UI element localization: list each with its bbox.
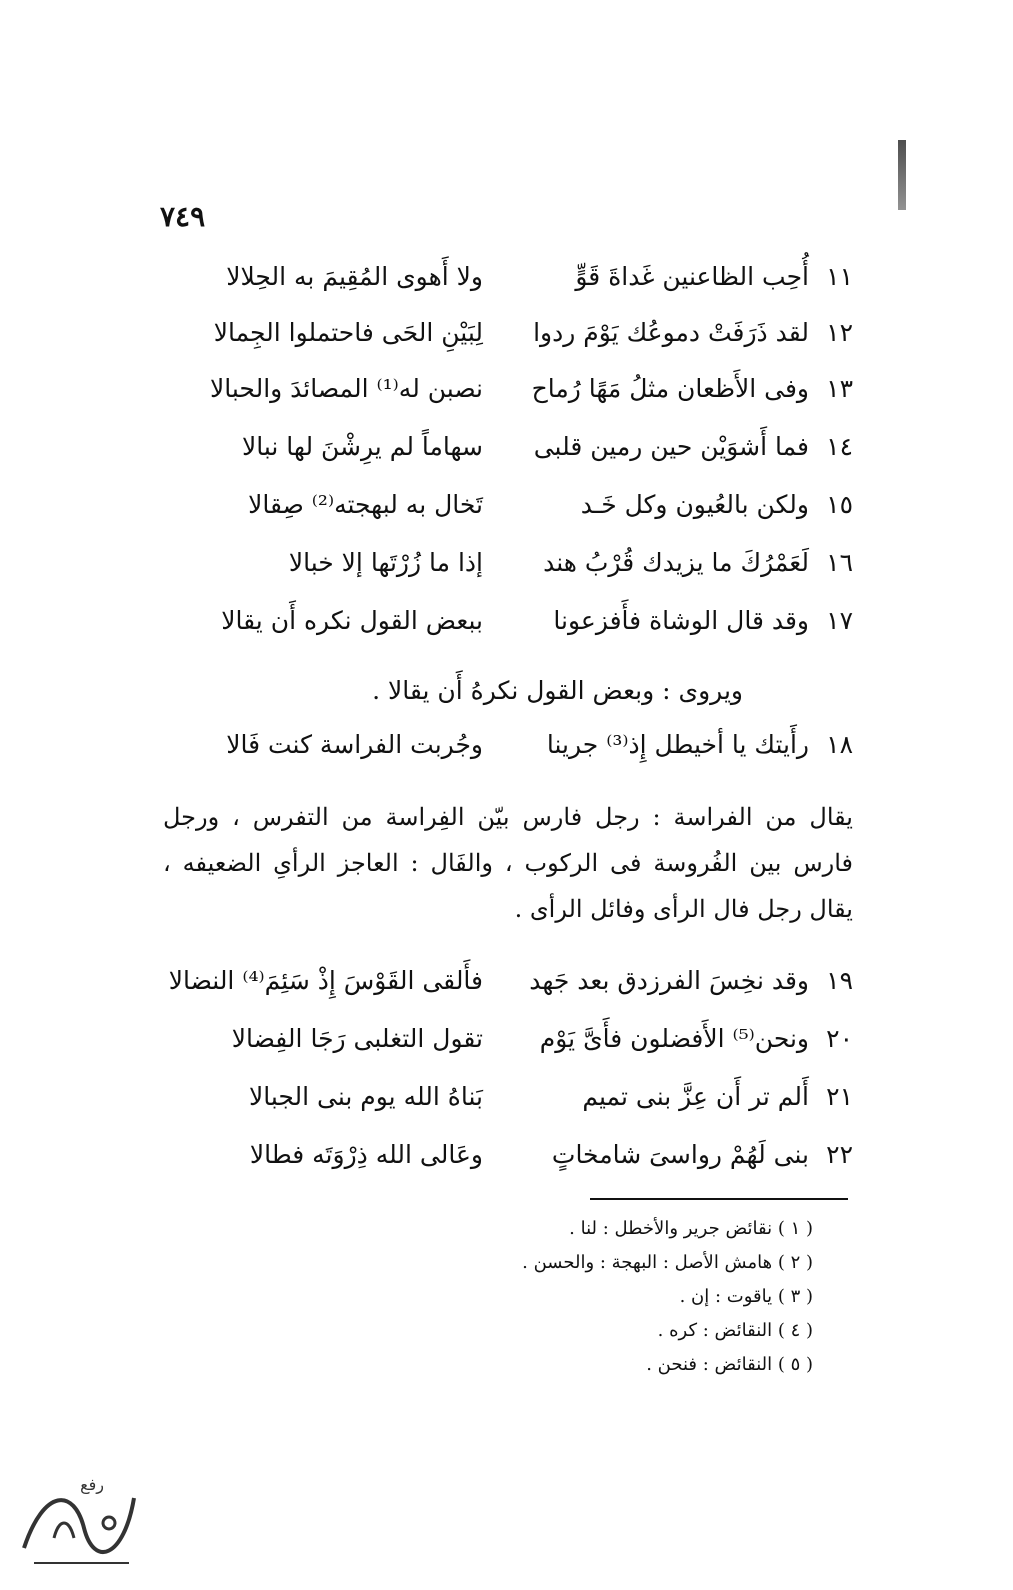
verse-first-hemistich: وفى الأَظعان مثلُ مَهًا رُماح [531, 374, 809, 403]
footnote-item: ( ٢ ) هامش الأصل : البهجة : والحسن . [522, 1252, 813, 1273]
verse-number: ٢١ [826, 1082, 853, 1111]
verse-second-hemistich: تَخال به لبهجته⁽²⁾ صِقالا [248, 490, 483, 519]
footnote-item: ( ٤ ) النقائض : كره . [657, 1320, 813, 1341]
verse-number: ١٨ [826, 730, 853, 759]
verse-first-hemistich: ولكن بالعُيون وكل خَـد [580, 490, 809, 519]
verse-second-hemistich: إذا ما زُرْتَها إلا خبالا [288, 548, 483, 577]
verse-second-hemistich: سهاماً لم يرِشْنَ لها نبالا [241, 432, 483, 461]
verse-number: ١٦ [826, 548, 853, 577]
variant-reading-note: ويروى : وبعض القول نكرهُ أَن يقالا . [372, 676, 743, 705]
verse-line [163, 1140, 853, 1180]
verse-first-hemistich: أَلم تر أَن عِزَّ بنى تميم [582, 1082, 809, 1111]
verse-line [163, 318, 853, 358]
verse-first-hemistich: لَعَمْرُكَ ما يزيدك قُرْبُ هند [543, 548, 809, 577]
verse-number: ١٩ [826, 966, 853, 995]
verse-second-hemistich: لِبَيْنِ الحَى فاحتملوا الجِمالا [213, 318, 483, 347]
verse-first-hemistich: ونحن⁽⁵⁾ الأَفضلون فأَىَّ يَوْم [539, 1024, 809, 1053]
verse-line [163, 262, 853, 302]
verse-line [163, 1082, 853, 1122]
verse-line [163, 966, 853, 1006]
verse-number: ٢٢ [826, 1140, 853, 1169]
verse-first-hemistich: وقد قال الوشاة فأَفزعونا [553, 606, 809, 635]
verse-number: ١٤ [826, 432, 853, 461]
verse-second-hemistich: نصبن له⁽¹⁾ المصائدَ والحبالا [210, 374, 483, 403]
verse-line [163, 374, 853, 414]
verse-first-hemistich: أُحِب الظاعنين غَداةَ قَوٍّ [575, 262, 809, 291]
verse-second-hemistich: فأَلقى القَوْسَ إِذْ سَئِمَ⁽⁴⁾ النضالا [168, 966, 483, 995]
verse-first-hemistich: وقد نخِسَ الفرزدق بعد جَهد [529, 966, 809, 995]
verse-line [163, 606, 853, 646]
verse-second-hemistich: بَناهُ الله يوم بنى الجبالا [248, 1082, 483, 1111]
verse-second-hemistich: وعَالى الله ذِرْوَتَه فطالا [249, 1140, 483, 1169]
verse-first-hemistich: لقد ذَرَفَتْ دموعُك يَوْمَ ردوا [533, 318, 809, 347]
verse-first-hemistich: بنى لَهُمْ رواسىَ شامخاتٍ [551, 1140, 809, 1169]
verse-line [163, 548, 853, 588]
verse-second-hemistich: ولا أَهوى المُقِيمَ به الحِلالا [226, 262, 483, 291]
footnote-item: ( ٥ ) النقائض : فنحن . [646, 1354, 813, 1375]
footnotes [413, 1212, 813, 1382]
footnote-item: ( ١ ) نقائض جرير والأخطل : لنا . [569, 1218, 813, 1239]
verse-number: ٢٠ [826, 1024, 853, 1053]
verse-second-hemistich: تقول التغلبى رَجَا الفِضالا [231, 1024, 483, 1053]
verse-second-hemistich: ببعض القول نكره أَن يقالا [221, 606, 483, 635]
verse-number: ١٢ [826, 318, 853, 347]
verse-number: ١٧ [826, 606, 853, 635]
verse-line [163, 432, 853, 472]
verse-line [163, 490, 853, 530]
verse-number: ١٥ [826, 490, 853, 519]
verse-line [163, 730, 853, 770]
scan-edge-mark [898, 140, 906, 210]
page-number: ٧٤٩ [160, 200, 206, 233]
verse-first-hemistich: فما أَشوَيْن حين رمين قلبى [533, 432, 809, 461]
library-stamp-logo [14, 1468, 144, 1578]
verse-number: ١١ [826, 262, 853, 291]
stamp-text: رفع [80, 1475, 104, 1494]
verse-first-hemistich: رأَيتك يا أخيطل إِذ⁽³⁾ جرينا [546, 730, 809, 759]
verse-number: ١٣ [826, 374, 853, 403]
verse-line [163, 1024, 853, 1064]
verse-second-hemistich: وجُربت الفراسة كنت فَالا [226, 730, 483, 759]
footnote-item: ( ٣ ) ياقوت : إن . [679, 1286, 813, 1307]
footnote-divider [590, 1198, 848, 1200]
commentary-paragraph: يقال من الفراسة : رجل فارس بيّن الفِراسة من التفرس ، ورجل فارس بين الفُروسة فى الركوب ، والفَال : العاجز الرأىِ الضعيفه ، يقال رجل فال الرأى وفائل الرأى . [163, 803, 853, 923]
